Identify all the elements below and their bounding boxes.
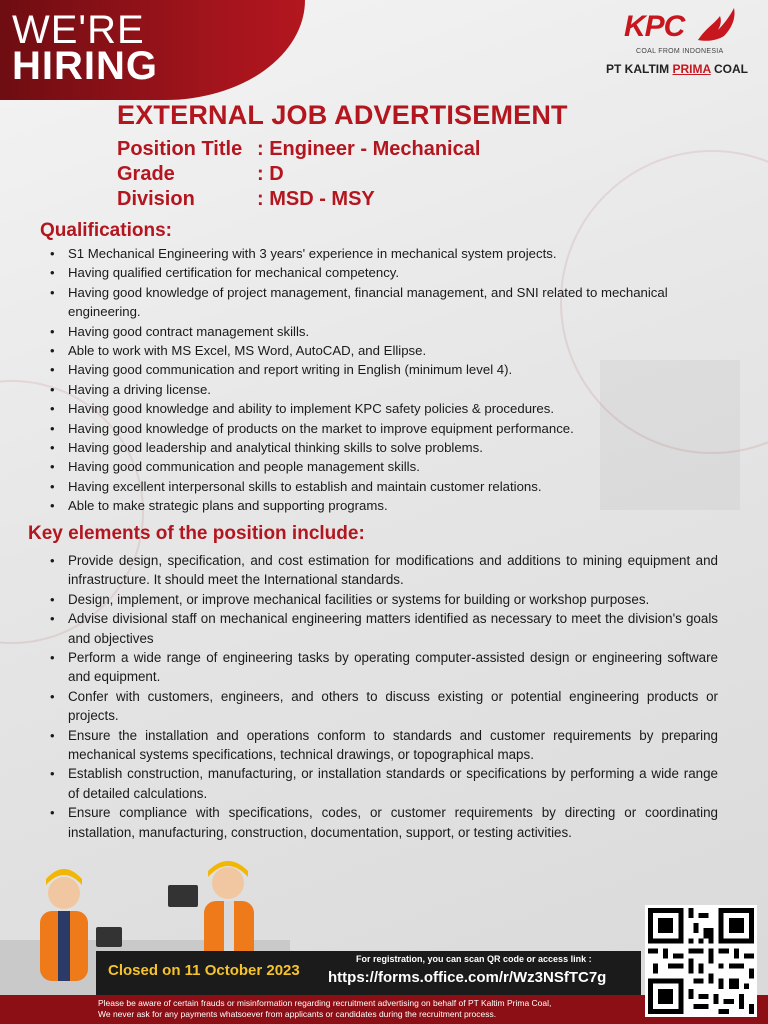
hiring-line-2: HIRING — [12, 44, 158, 88]
list-item: • Having a driving license. — [48, 380, 720, 399]
meta-position-title — [117, 138, 481, 161]
flame-icon — [696, 6, 738, 42]
list-item: • Having good communication and people management skills. — [48, 457, 720, 476]
qualifications-list — [48, 244, 720, 516]
logo-mark: KPC — [624, 10, 685, 43]
list-item: • Having good leadership and analytical thinking skills to solve problems. — [48, 438, 720, 457]
closing-date: Closed on 11 October 2023 — [108, 962, 300, 979]
disclaimer-line-1: Please be aware of certain frauds or misinformation regarding recruitment advertising on behalf of PT Kaltim Prima Coal, — [98, 998, 552, 1008]
hiring-line-1: WE'RE — [12, 8, 145, 52]
list-item: • Design, implement, or improve mechanical facilities or systems for building or workshop purposes. — [48, 590, 718, 609]
logo-company-name — [606, 62, 748, 76]
logo-company-highlight: PRIMA — [672, 62, 711, 76]
qr-code-icon — [648, 908, 754, 1014]
registration-link[interactable]: https://forms.office.com/r/Wz3NSfTC7g — [328, 969, 607, 986]
disclaimer-line-2: We never ask for any payments whatsoever from applicants or candidates during the recruitment process. — [98, 1009, 497, 1019]
list-item: • Having good knowledge of products on the market to improve equipment performance. — [48, 419, 720, 438]
list-item: • S1 Mechanical Engineering with 3 years' experience in mechanical system projects. — [48, 244, 720, 263]
list-item: • Having good communication and report writing in English (minimum level 4). — [48, 360, 720, 379]
logo-company-pre: PT KALTIM — [606, 62, 673, 76]
meta-grade — [117, 163, 284, 186]
list-item: • Able to work with MS Excel, MS Word, AutoCAD, and Ellipse. — [48, 341, 720, 360]
list-item: • Having qualified certification for mechanical competency. — [48, 263, 720, 282]
list-item: • Having excellent interpersonal skills to establish and maintain customer relations. — [48, 477, 720, 496]
qr-code[interactable] — [645, 905, 757, 1017]
list-item: • Having good contract management skills. — [48, 322, 720, 341]
meta-label: Division — [117, 188, 195, 210]
key-elements-heading: Key elements of the position include: — [28, 523, 365, 544]
list-item: • Able to make strategic plans and supporting programs. — [48, 496, 720, 515]
key-elements-list — [48, 551, 718, 842]
meta-division — [117, 188, 375, 211]
meta-label: Grade — [117, 163, 175, 185]
list-item: • Confer with customers, engineers, and others to discuss existing or potential engineering products or projects. — [48, 687, 718, 726]
meta-value: : Engineer - Mechanical — [257, 138, 481, 160]
list-item: • Having good knowledge of project management, financial management, and SNI related to mechanical engineering. — [48, 283, 720, 322]
meta-label: Position Title — [117, 138, 243, 160]
list-item: • Ensure compliance with specifications, codes, or customer requirements by directing or coordinating installation, manufacturing, construction, documentation, support, or testing activities. — [48, 803, 718, 842]
meta-value: : MSD - MSY — [257, 188, 375, 210]
registration-note: For registration, you can scan QR code or access link : — [356, 954, 592, 964]
list-item: • Having good knowledge and ability to implement KPC safety policies & procedures. — [48, 399, 720, 418]
company-logo — [604, 6, 754, 86]
logo-company-post: COAL — [710, 62, 749, 76]
meta-value: : D — [257, 163, 284, 185]
list-item: • Ensure the installation and operations conform to standards and customer requirements by preparing mechanical systems specifications, technical drawings, or topographical maps. — [48, 726, 718, 765]
list-item: • Provide design, specification, and cost estimation for modifications and additions to mining equipment and infrastructure. It should meet the International standards. — [48, 551, 718, 590]
list-item: • Advise divisional staff on mechanical engineering matters identified as necessary to meet the division's goals and objectives — [48, 609, 718, 648]
hiring-banner — [0, 0, 305, 100]
registration-bar — [96, 951, 641, 995]
logo-tagline: COAL FROM INDONESIA — [636, 48, 724, 55]
list-item: • Perform a wide range of engineering tasks by operating computer-assisted design or engineering software and equipment. — [48, 648, 718, 687]
page-title: EXTERNAL JOB ADVERTISEMENT — [117, 100, 568, 130]
qualifications-heading: Qualifications: — [40, 220, 172, 241]
list-item: • Establish construction, manufacturing, or installation standards or specifications by performing a wide range of detailed calculations. — [48, 764, 718, 803]
